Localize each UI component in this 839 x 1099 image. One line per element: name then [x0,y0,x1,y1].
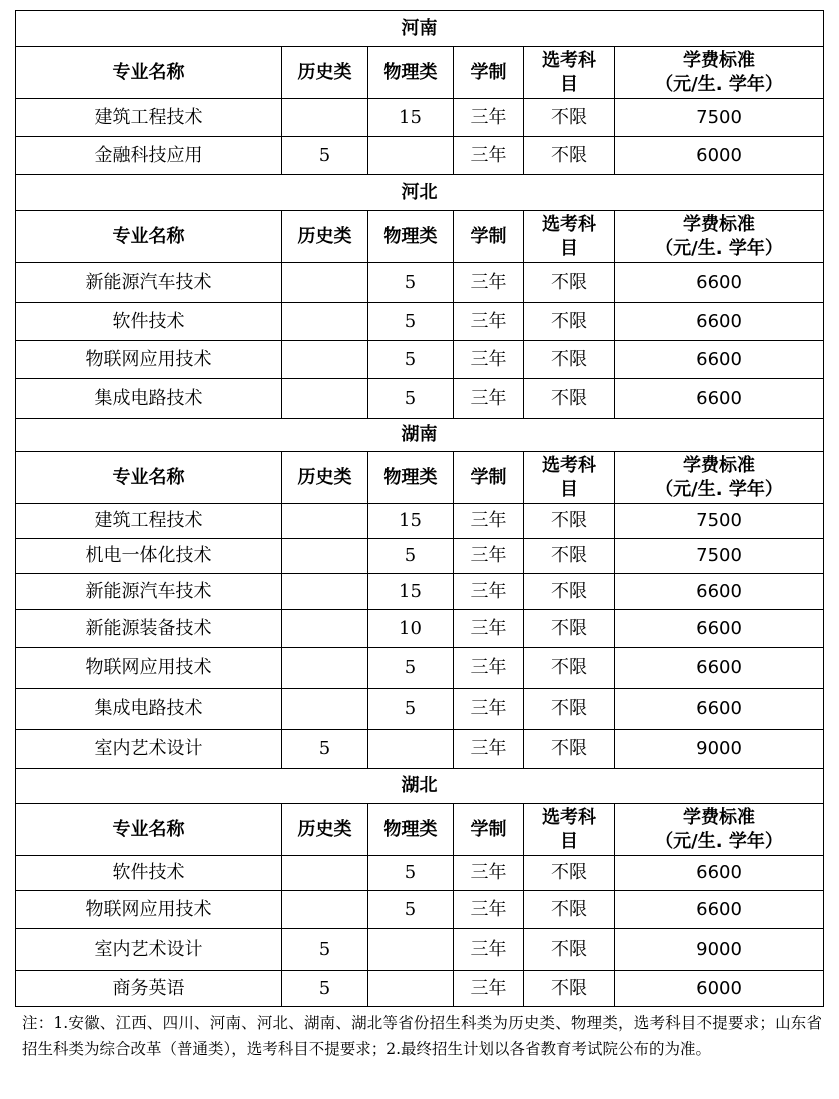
major-name: 物联网应用技术 [16,341,282,379]
history-quota [282,341,368,379]
duration-cell: 三年 [454,730,524,769]
tuition-fee: 6600 [615,303,824,341]
tuition-fee: 9000 [615,929,824,971]
tuition-fee: 6600 [615,891,824,929]
major-name: 商务英语 [16,971,282,1007]
table-row [16,99,824,137]
history-quota [282,610,368,648]
history-quota [282,303,368,341]
header-fee [615,452,824,504]
duration-cell: 三年 [454,539,524,574]
tuition-fee: 6600 [615,379,824,419]
duration-cell: 三年 [454,856,524,891]
tuition-fee: 6600 [615,574,824,610]
header-duration: 学制 [454,211,524,263]
province-row [16,419,824,452]
tuition-fee: 6600 [615,263,824,303]
subject-requirement: 不限 [524,971,615,1007]
duration-cell: 三年 [454,648,524,689]
duration-cell: 三年 [454,574,524,610]
table-row [16,539,824,574]
province-name: 河南 [16,11,824,47]
major-name: 软件技术 [16,856,282,891]
header-subject [524,47,615,99]
physics-quota: 5 [368,539,454,574]
physics-quota: 15 [368,504,454,539]
table-row [16,689,824,730]
header-subject-text: 选考科目 [541,49,596,95]
header-subject [524,804,615,856]
history-quota: 5 [282,730,368,769]
province-name: 湖北 [16,769,824,804]
table-row [16,303,824,341]
subject-requirement: 不限 [524,137,615,175]
subject-requirement: 不限 [524,574,615,610]
physics-quota: 5 [368,648,454,689]
history-quota: 5 [282,929,368,971]
table-row [16,648,824,689]
subject-requirement: 不限 [524,99,615,137]
table-row [16,574,824,610]
header-fee [615,211,824,263]
header-fee-line2: （元/生. 学年） [655,73,783,95]
physics-quota [368,971,454,1007]
history-quota [282,99,368,137]
history-quota [282,263,368,303]
tuition-fee: 6600 [615,856,824,891]
header-fee-line2: （元/生. 学年） [655,237,783,259]
duration-cell: 三年 [454,610,524,648]
tuition-fee: 6600 [615,648,824,689]
header-fee-line2: （元/生. 学年） [655,478,783,500]
header-physics: 物理类 [368,47,454,99]
header-history: 历史类 [282,804,368,856]
table-row [16,379,824,419]
header-fee [615,804,824,856]
subject-requirement: 不限 [524,856,615,891]
duration-cell: 三年 [454,341,524,379]
history-quota [282,648,368,689]
table-row [16,730,824,769]
history-quota [282,891,368,929]
table-row [16,137,824,175]
history-quota [282,689,368,730]
duration-cell: 三年 [454,263,524,303]
table-row [16,891,824,929]
physics-quota [368,137,454,175]
duration-cell: 三年 [454,689,524,730]
table-row [16,610,824,648]
subject-requirement: 不限 [524,341,615,379]
major-name: 建筑工程技术 [16,504,282,539]
duration-cell: 三年 [454,971,524,1007]
header-fee-line1: 学费标准 [683,454,756,476]
tuition-fee: 6600 [615,610,824,648]
table-row [16,504,824,539]
province-row [16,175,824,211]
major-name: 室内艺术设计 [16,929,282,971]
header-name: 专业名称 [16,452,282,504]
major-name: 软件技术 [16,303,282,341]
header-duration: 学制 [454,47,524,99]
subject-requirement: 不限 [524,379,615,419]
header-subject [524,452,615,504]
tuition-fee: 6600 [615,341,824,379]
header-subject-text: 选考科目 [541,806,596,852]
table-row [16,929,824,971]
history-quota: 5 [282,137,368,175]
history-quota [282,504,368,539]
tuition-fee: 6600 [615,689,824,730]
duration-cell: 三年 [454,379,524,419]
header-subject-text: 选考科目 [541,454,596,500]
physics-quota: 5 [368,689,454,730]
header-fee [615,47,824,99]
duration-cell: 三年 [454,891,524,929]
province-name: 河北 [16,175,824,211]
history-quota [282,856,368,891]
subject-requirement: 不限 [524,263,615,303]
subject-requirement: 不限 [524,539,615,574]
duration-cell: 三年 [454,99,524,137]
subject-requirement: 不限 [524,648,615,689]
physics-quota: 5 [368,263,454,303]
header-fee-line1: 学费标准 [683,213,756,235]
tuition-fee: 9000 [615,730,824,769]
duration-cell: 三年 [454,303,524,341]
tuition-fee: 7500 [615,99,824,137]
history-quota [282,379,368,419]
footnote: 注：1.安徽、江西、四川、河南、河北、湖南、湖北等省份招生科类为历史类、物理类，选考科目不提要求；山东省招生科类为综合改革（普通类），选考科目不提要求；2.最终招生计划以各省教育考试院公布的为准。 [22,1014,822,1058]
major-name: 新能源汽车技术 [16,574,282,610]
duration-cell: 三年 [454,504,524,539]
header-name: 专业名称 [16,211,282,263]
subject-requirement: 不限 [524,504,615,539]
province-name: 湖南 [16,419,824,452]
header-fee-line1: 学费标准 [683,49,756,71]
table-row [16,263,824,303]
header-duration: 学制 [454,452,524,504]
header-fee-line1: 学费标准 [683,806,756,828]
physics-quota [368,929,454,971]
subject-requirement: 不限 [524,610,615,648]
physics-quota: 5 [368,856,454,891]
subject-requirement: 不限 [524,929,615,971]
physics-quota: 5 [368,303,454,341]
enrollment-plan-table [15,10,824,1007]
duration-cell: 三年 [454,929,524,971]
physics-quota: 15 [368,99,454,137]
history-quota: 5 [282,971,368,1007]
physics-quota: 15 [368,574,454,610]
column-header-row [16,47,824,99]
physics-quota: 5 [368,379,454,419]
major-name: 物联网应用技术 [16,891,282,929]
header-subject [524,211,615,263]
table-row [16,341,824,379]
tuition-fee: 7500 [615,539,824,574]
header-history: 历史类 [282,47,368,99]
column-header-row [16,804,824,856]
table-row [16,971,824,1007]
major-name: 金融科技应用 [16,137,282,175]
header-name: 专业名称 [16,47,282,99]
physics-quota: 5 [368,341,454,379]
major-name: 机电一体化技术 [16,539,282,574]
major-name: 室内艺术设计 [16,730,282,769]
column-header-row [16,452,824,504]
major-name: 新能源汽车技术 [16,263,282,303]
tuition-fee: 6000 [615,137,824,175]
header-subject-text: 选考科目 [541,213,596,259]
header-physics: 物理类 [368,452,454,504]
physics-quota: 10 [368,610,454,648]
major-name: 集成电路技术 [16,689,282,730]
physics-quota: 5 [368,891,454,929]
header-history: 历史类 [282,211,368,263]
major-name: 新能源装备技术 [16,610,282,648]
province-row [16,11,824,47]
tuition-fee: 6000 [615,971,824,1007]
header-physics: 物理类 [368,804,454,856]
major-name: 集成电路技术 [16,379,282,419]
header-history: 历史类 [282,452,368,504]
subject-requirement: 不限 [524,891,615,929]
subject-requirement: 不限 [524,303,615,341]
column-header-row [16,211,824,263]
tuition-fee: 7500 [615,504,824,539]
history-quota [282,574,368,610]
physics-quota [368,730,454,769]
duration-cell: 三年 [454,137,524,175]
header-physics: 物理类 [368,211,454,263]
header-name: 专业名称 [16,804,282,856]
header-fee-line2: （元/生. 学年） [655,830,783,852]
major-name: 物联网应用技术 [16,648,282,689]
subject-requirement: 不限 [524,730,615,769]
table-row [16,856,824,891]
subject-requirement: 不限 [524,689,615,730]
history-quota [282,539,368,574]
header-duration: 学制 [454,804,524,856]
province-row [16,769,824,804]
major-name: 建筑工程技术 [16,99,282,137]
